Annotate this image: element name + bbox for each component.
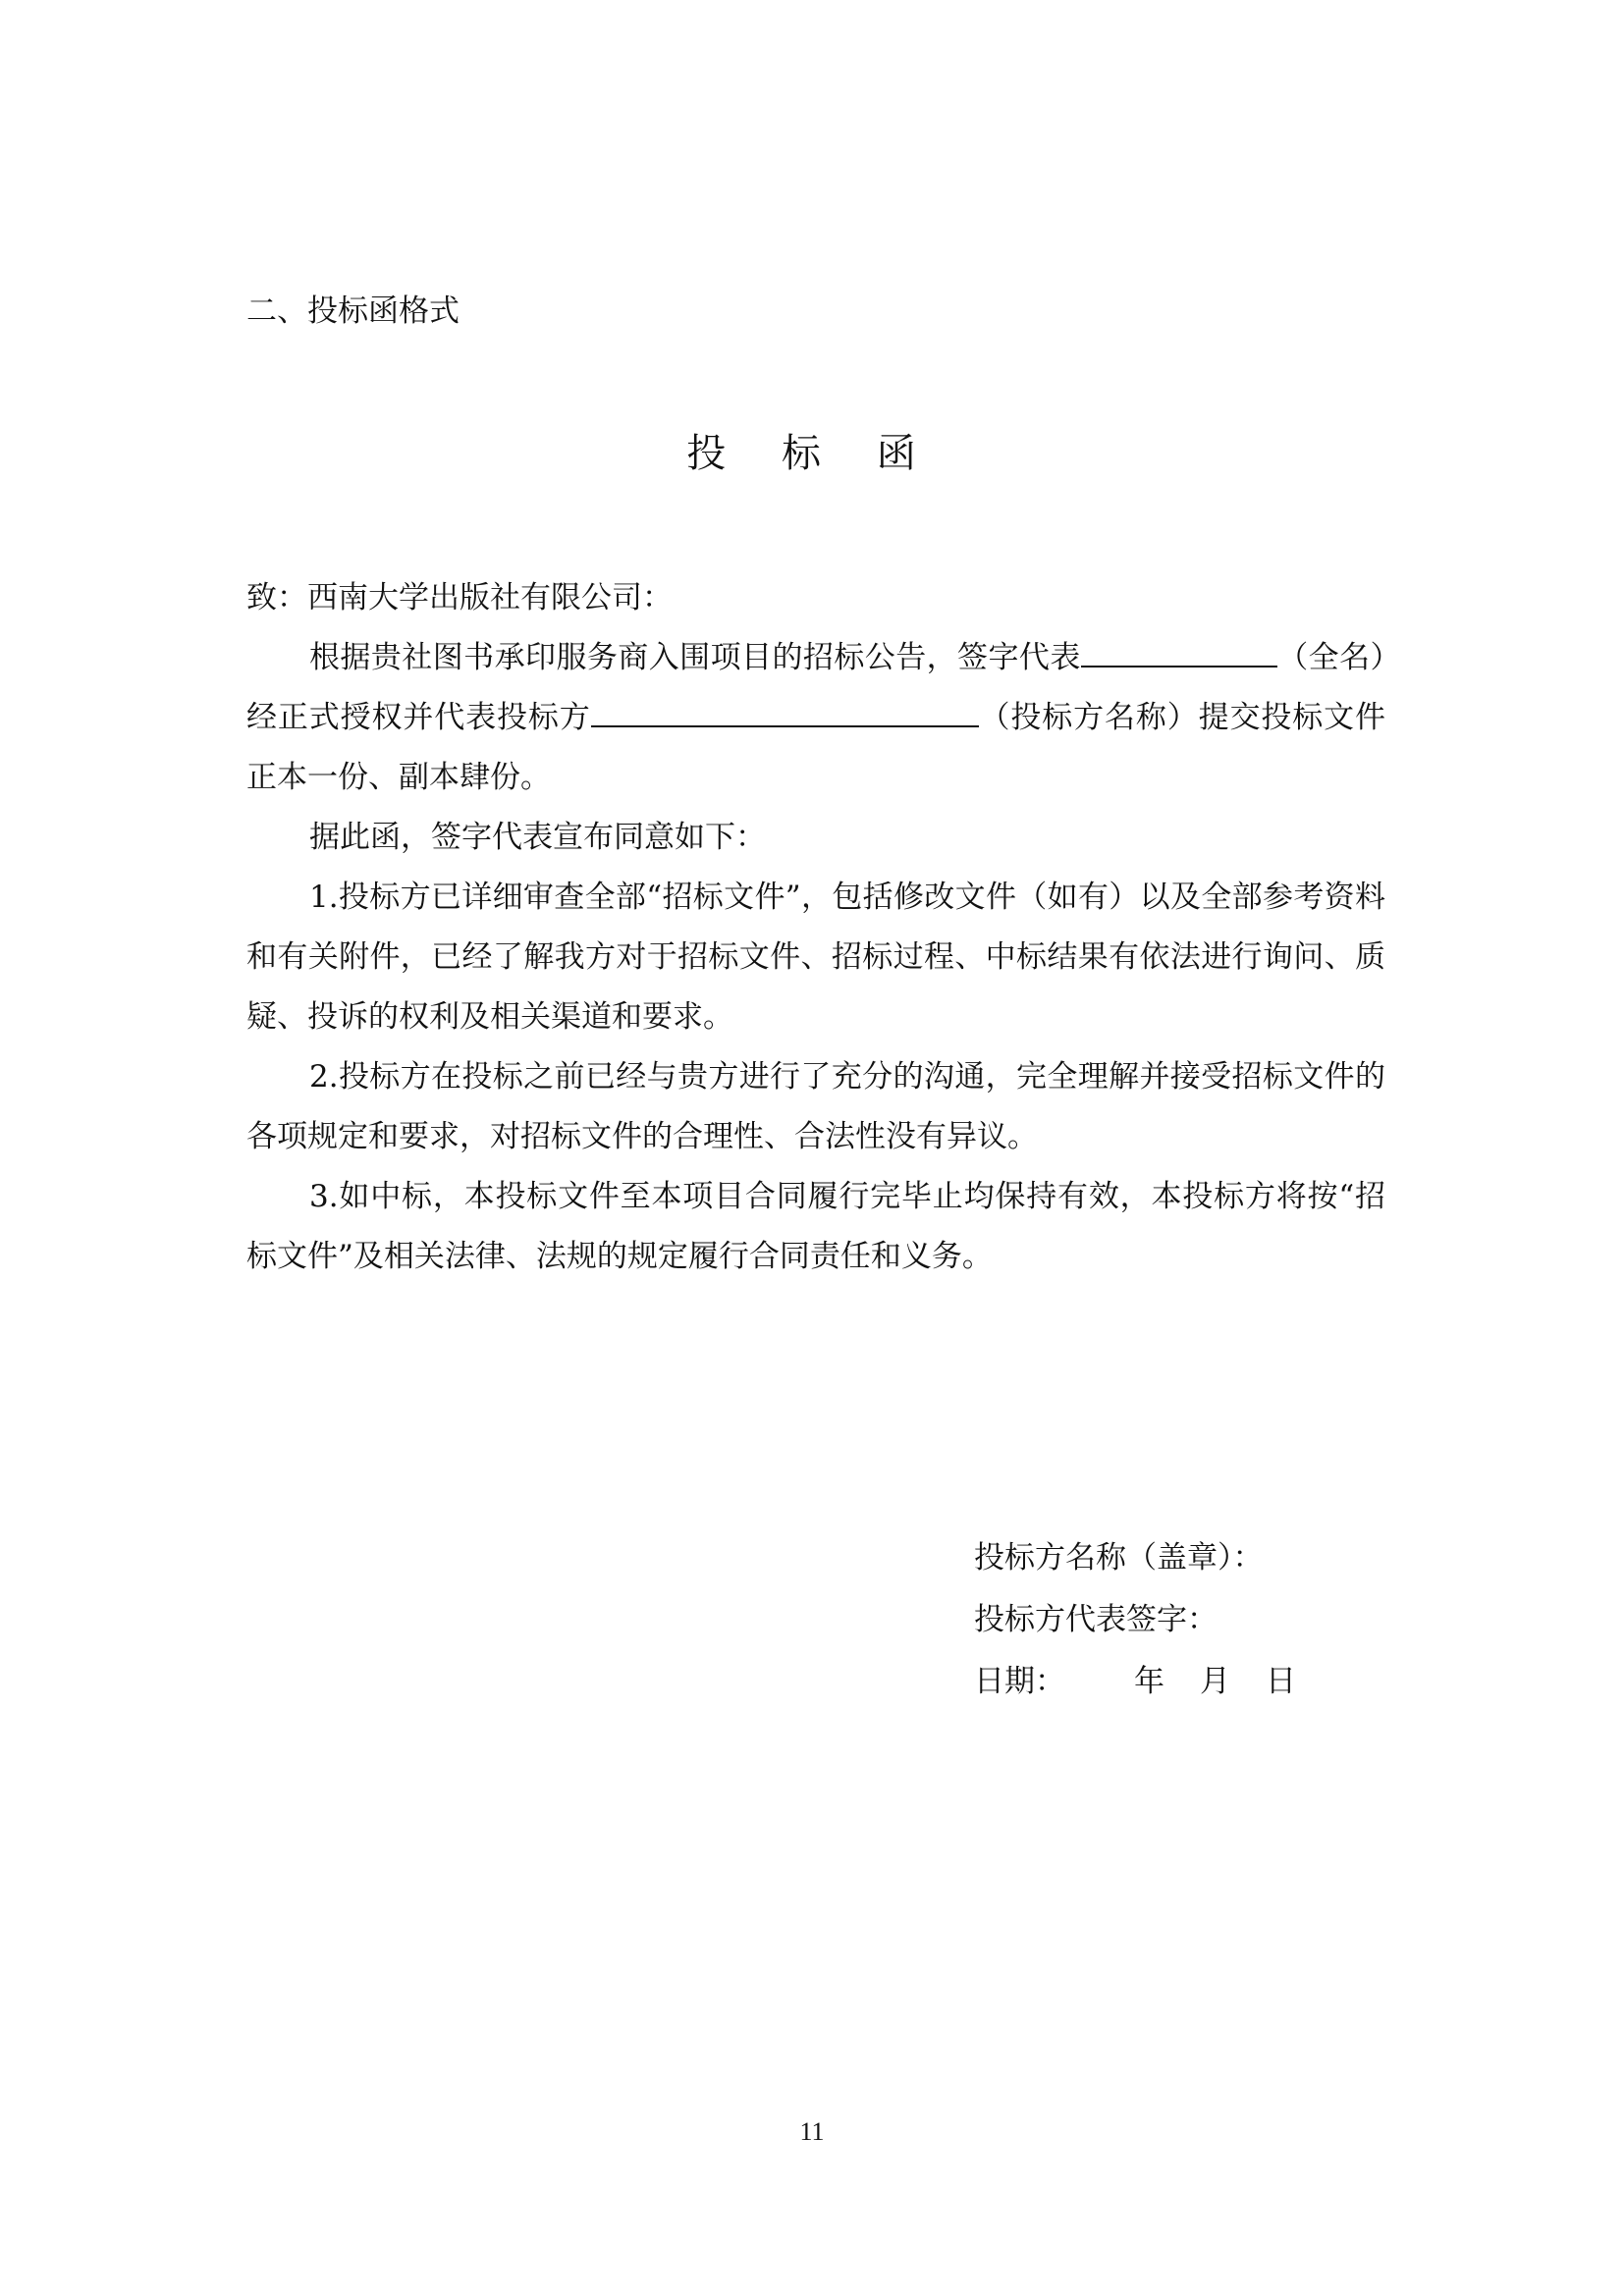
bidder-name-label: 投标方名称（盖章）： — [974, 1540, 1264, 1575]
intro-text-part3: （投标方名称）提交投标文件正本一份、副本肆份。 — [246, 700, 1385, 795]
letter-body — [246, 628, 1385, 1287]
declaration-intro: 据此函，签字代表宣布同意如下： — [309, 820, 766, 855]
document-title: 投 标 函 — [686, 431, 938, 476]
representative-name-blank — [1081, 632, 1277, 667]
section-heading: 二、投标函格式 — [246, 294, 460, 329]
year-label: 年 — [1134, 1664, 1164, 1699]
clause-1: 1.投标方已详细审查全部“招标文件”，包括修改文件（如有）以及全部参考资料和有关附件，已经了解我方对于招标文件、招标过程、中标结果有依法进行询问、质疑、投诉的权利及相关渠道和要求。 — [246, 880, 1385, 1035]
representative-signature-label: 投标方代表签字： — [974, 1602, 1218, 1637]
day-label: 日 — [1266, 1664, 1296, 1699]
month-label: 月 — [1200, 1664, 1230, 1699]
page-number: 11 — [799, 2117, 825, 2146]
date-label: 日期： — [974, 1664, 1065, 1699]
intro-text-part2: （全名）经正式授权并代表投标方 — [246, 640, 1386, 735]
intro-text-part1: 根据贵社图书承印服务商入围项目的招标公告，签字代表 — [309, 640, 1081, 675]
signature-block — [974, 1527, 1296, 1713]
clause-2: 2.投标方在投标之前已经与贵方进行了充分的沟通，完全理解并接受招标文件的各项规定和要求，对招标文件的合理性、合法性没有异议。 — [246, 1059, 1385, 1154]
date-line — [974, 1651, 1296, 1713]
salutation: 致：西南大学出版社有限公司： — [246, 580, 673, 615]
clause-3: 3.如中标，本投标文件至本项目合同履行完毕止均保持有效，本投标方将按“招标文件”及相关法律、法规的规定履行合同责任和义务。 — [246, 1179, 1385, 1274]
intro-paragraph — [246, 628, 1385, 808]
bidder-name-blank — [591, 692, 979, 727]
